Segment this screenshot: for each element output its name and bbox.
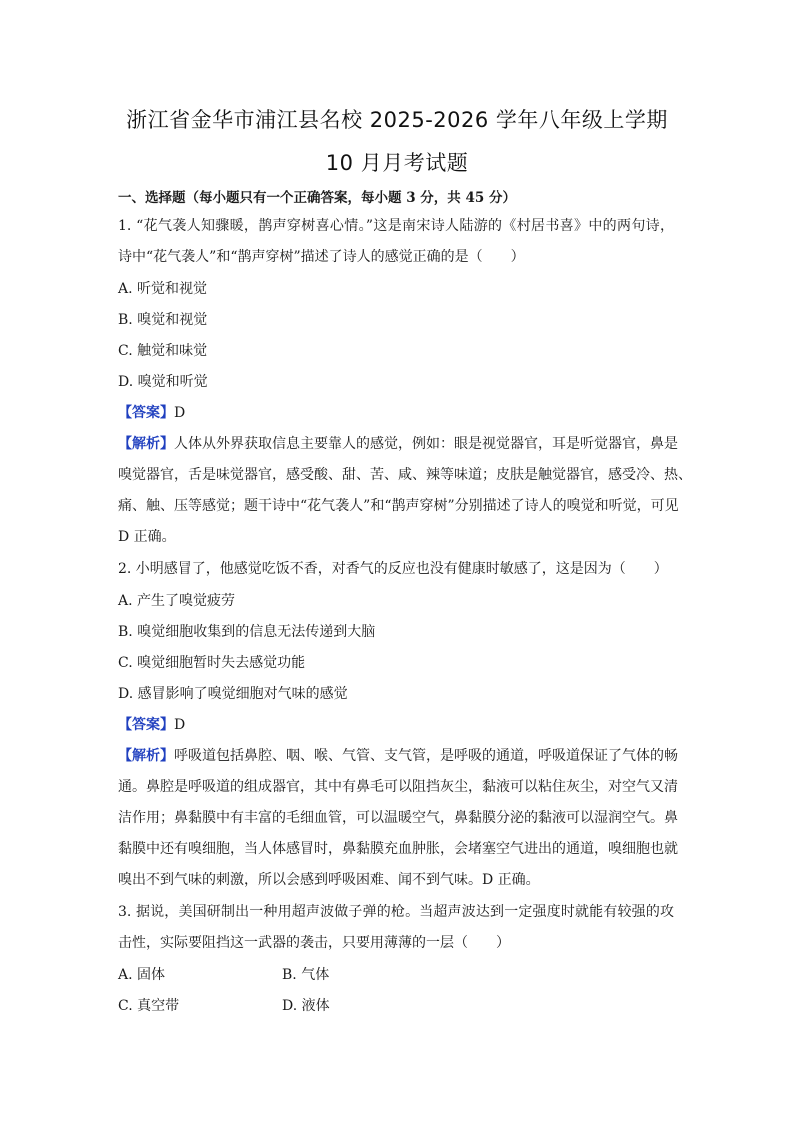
- q2-analysis-line5: 嗅出不到气味的刺激，所以会感到呼吸困难、闻不到气味。D 正确。: [118, 872, 540, 888]
- q1-stem-line1: 1. “花气袭人知骤暖，鹊声穿树喜心情。”这是南宋诗人陆游的《村居书喜》中的两句诗，: [118, 218, 674, 234]
- q1-analysis-line2: 嗅觉器官，舌是味觉器官，感受酸、甜、苦、咸、辣等味道；皮肤是触觉器官，感受冷、热、: [118, 467, 692, 483]
- q2-option-b: B. 嗅觉细胞收集到的信息无法传递到大脑: [118, 624, 376, 640]
- q1-analysis-line4: D 正确。: [118, 529, 176, 545]
- answer-tag: 【答案】: [118, 405, 174, 421]
- document-title-line2: 10 月月考试题: [325, 151, 469, 175]
- q1-answer: [118, 403, 185, 423]
- q2-answer: [118, 715, 185, 735]
- q1-option-d: D. 嗅觉和听觉: [118, 374, 208, 390]
- q1-analysis-line1: [118, 434, 678, 454]
- analysis-tag: 【解析】: [118, 748, 174, 764]
- answer-value: D: [174, 405, 186, 421]
- q3-option-d: D. 液体: [282, 998, 330, 1014]
- q2-analysis-line4: 黏膜中还有嗅细胞，当人体感冒时，鼻黏膜充血肿胀，会堵塞空气进出的通道，嗅细胞也就: [118, 841, 678, 857]
- q2-option-a: A. 产生了嗅觉疲劳: [118, 593, 236, 609]
- analysis-text: 人体从外界获取信息主要靠人的感觉，例如：眼是视觉器官，耳是听觉器官，鼻是: [174, 436, 678, 452]
- q1-stem-line2: 诗中“花气袭人”和“鹊声穿树”描述了诗人的感觉正确的是（ ）: [118, 249, 525, 265]
- analysis-tag: 【解析】: [118, 436, 174, 452]
- q3-stem-line1: 3. 据说，美国研制出一种用超声波做子弹的枪。当超声波达到一定强度时就能有较强的攻: [118, 904, 674, 920]
- q2-option-d: D. 感冒影响了嗅觉细胞对气味的感觉: [118, 686, 348, 702]
- q1-analysis-line3: 痛、触、压等感觉；题干诗中“花气袭人”和“鹊声穿树”分别描述了诗人的嗅觉和听觉，可见: [118, 498, 679, 514]
- document-title-line1: 浙江省金华市浦江县名校 2025-2026 学年八年级上学期: [126, 108, 668, 132]
- q3-option-b: B. 气体: [282, 967, 330, 983]
- q1-option-a: A. 听觉和视觉: [118, 281, 208, 297]
- q2-analysis-line1: [118, 746, 678, 766]
- q3-option-c: C. 真空带: [118, 998, 180, 1014]
- answer-tag: 【答案】: [118, 717, 174, 733]
- q1-option-c: C. 触觉和味觉: [118, 343, 208, 359]
- q2-option-c: C. 嗅觉细胞暂时失去感觉功能: [118, 655, 306, 671]
- q3-option-a: A. 固体: [118, 967, 166, 983]
- q2-analysis-line2: 通。鼻腔是呼吸道的组成器官，其中有鼻毛可以阻挡灰尘，黏液可以粘住灰尘，对空气又清: [118, 779, 678, 795]
- q1-option-b: B. 嗅觉和视觉: [118, 312, 208, 328]
- answer-value: D: [174, 717, 186, 733]
- q3-stem-line2: 击性，实际要阻挡这一武器的袭击，只要用薄薄的一层（ ）: [118, 935, 510, 951]
- q2-stem-line1: 2. 小明感冒了，他感觉吃饭不香，对香气的反应也没有健康时敏感了，这是因为（ ）: [118, 561, 668, 577]
- analysis-text: 呼吸道包括鼻腔、咽、喉、气管、支气管，是呼吸的通道，呼吸道保证了气体的畅: [174, 748, 678, 764]
- q2-analysis-line3: 洁作用；鼻黏膜中有丰富的毛细血管，可以温暖空气，鼻黏膜分泌的黏液可以湿润空气。鼻: [118, 810, 678, 826]
- section-heading: 一、选择题（每小题只有一个正确答案，每小题 3 分，共 45 分）: [118, 190, 516, 206]
